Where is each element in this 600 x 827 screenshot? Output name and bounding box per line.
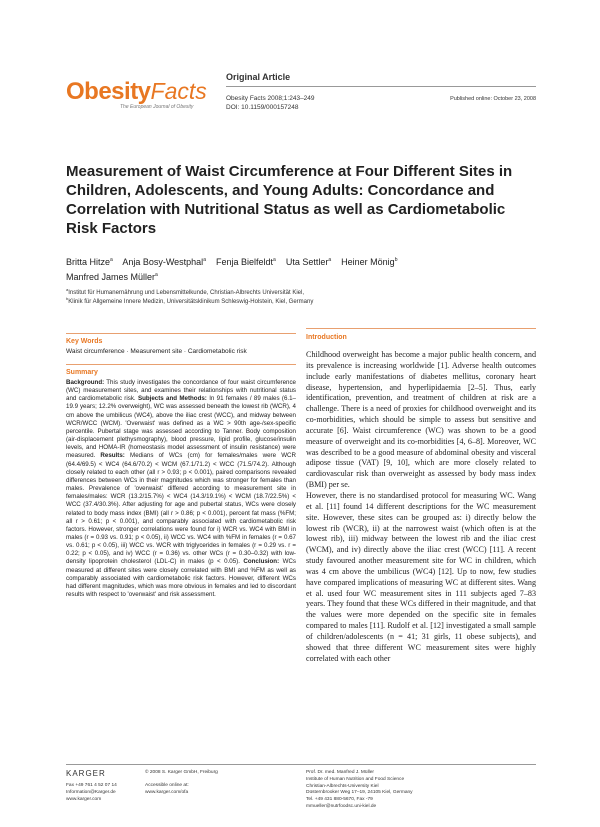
doi: DOI: 10.1159/000157248 — [226, 104, 299, 111]
publisher-web[interactable]: www.karger.com — [66, 796, 102, 802]
logo-sub: Facts — [150, 78, 207, 104]
intro-paragraph: Childhood overweight has become a major public health concern, and its prevalence is increasing worldwide [1]. Adverse health outcomes include early manifestations of diabetes mellitus, coronary heart disease, hypertension, and hyperlipidaemia [2–5]. Thus, early identification, prevention, and treatment of children at risk are a challenge. There is a need of proxies for childhood overweight and its co-morbidities, which should be simple to assess but sensitive and accurate [6]. Waist circumference (WC) was shown to be a good measure of overweight and its co-morbidities [4, 6–8]. Moreover, WC was described to be a good measure of abdominal obesity and visceral adipose tissue (VAT) [9, 10], which are more closely related to cardiovascular risk than overweight as assessed by body mass index (BMI) per se. — [306, 350, 536, 490]
logo-main: Obesity — [66, 78, 151, 105]
article-title: Measurement of Waist Circumference at Four Different Sites in Children, Adolescents, and Young Adults: Concordance and Correlation with Nutritional Status as well as Cardiometabolic Risk Factors — [66, 163, 513, 237]
online-access: Accessible online at: www.karger.com/ofa — [145, 783, 189, 795]
abstract-text: Background: This study investigates the concordance of four waist circumference (WC) measurement sites, and examines their relationships with nutritional status and cardiometabolic risk. Subjects and Methods: In 91 females / 89 males (6.1–19.9 years; 12.2% overweight), WC was assessed beneath the lowest rib (WCR), 4 cm above the umbilicus (WC4), above the iliac crest (WCC), and midway between WCR/WCC (WCM). 'Overwaist' was defined as a WC > 90th age-/sex-specific percentile. Pubertal stage was assessed according to Tanner. Body composition (air-displacement plethysmography), blood pressure, lipid profile, glucose/insulin levels, and HOMA-IR (homeostasis model assessment of insulin resistance) were measured. Results: Medians of WCs (cm) for females/males were WCR (64.4/69.5) < WC4 (64.6/70.2) < WCM (67.1/71.2) < WCC (71.5/74.2). Although closely related to each other (all r > 0.93; p < 0.001), paired comparisons revealed differences between WCs in their magnitudes which was stronger for females than males. Prevalence of 'overwaist' differed according to measurement site in females/males: WCR (13.2/15.7%) < WC4 (14.3/19.1%) < WCM (18.7/22.5%) < WCC (37.4/30.3%). After adjusting for age and pubertal status, WCs were closely related to body mass index (BMI) (all r > 0.86; p < 0.001), percent fat mass (%FM; all r > 0.61; p < 0.001), and comparably associated with cardiometabolic risk factors. However, stronger correlations were found for i) WCR vs. WC4 with BMI in males (r = 0.93 vs. 0.91; p < 0.05), ii) WCC vs. WC4 with %FM in females (r = 0.67 vs. 0.61; p < 0.05), iii) WCC vs. WCR with triglycerides in females (r = 0.29 vs. r = 0.22; p < 0.05), and iv) WCC (r = 0.36) vs. other WCs (r = 0.30–0.32) with low-density lipoprotein cholesterol (LDL-C) in males (p < 0.05). Conclusion: WCs measured at different sites were closely correlated with BMI and %FM as well as comparably associated with cardiometabolic risk factors. However, different WCs had different magnitudes, which was more obvious in females and led to discordant results with respect to 'overwaist' and risk assessment. — [66, 379, 297, 599]
intro-heading: Introduction — [306, 334, 347, 341]
affiliation-b: $^b$Klinik für Allgemeine Innere Medizin, Universitätsklinikum Schleswig-Holstein, Kiel, Germany — [66, 296, 314, 305]
author: Britta Hitze$^a$ — [66, 257, 113, 267]
publisher-contact: Fax +49 761 4 52 07 14 Information@Karger.de www.karger.com — [66, 783, 117, 802]
intro-rule — [306, 328, 536, 329]
author-list — [66, 254, 536, 284]
summary-heading: Summary — [66, 369, 98, 376]
copyright: © 2008 S. Karger GmbH, Freiburg — [145, 770, 218, 775]
author: Uta Settler$^a$ — [285, 257, 332, 267]
publisher-logo: KARGER — [66, 769, 106, 778]
header-rule — [226, 86, 536, 87]
author: Fenja Bielfeldt$^a$ — [215, 257, 276, 267]
logo-tagline: The European Journal of Obesity — [120, 104, 194, 110]
summary-rule — [66, 364, 296, 365]
affiliation-a: $^a$Institut für Humanernährung und Lebensmittelkunde, Christian-Albrechts Universität Kiel, — [66, 287, 305, 296]
author: Anja Bosy-Westphal$^a$ — [122, 257, 206, 267]
section-label: Original Article — [226, 72, 291, 82]
intro-text — [306, 350, 536, 664]
citation: Obesity Facts 2008;1:243–249 — [226, 95, 315, 102]
published-date: Published online: October 23, 2008 — [450, 96, 536, 102]
correspondence: Prof. Dr. med. Manfred J. Müller Institute of Human Nutrition and Food Science Christian-Albrechts-University Kiel Düsternbrooker Weg 17–19, 24105 Kiel, Germany Tel. +49 431 880-5670, Fax -79 mmueller@nutrfoodsc.uni-kiel.de — [306, 770, 413, 809]
intro-paragraph: However, there is no standardised protocol for measuring WC. Wang et al. [11] found 14 different descriptions for the WC measurement site. However, these sites can be grouped as: i) directly below the lowest rib (WCR), ii) at the narrowest waist (which often is at the lowest rib), iii) midway between the lowest rib and the iliac crest (WCM), and iv) directly above the iliac crest (WCC) [11]. A recent study favoured another measurement site for WC in children, which was 4 cm above the umbilicus (WC4) [12]. Up to now, few studies have compared implications of measuring WC at different sites. Wang et al. used four WC measurement sites in 111 subjects aged 7–83 years. They found that these WCs differed in their magnitude, and that the values were more depended on the specific site in females compared to males [11]. Rudolf et al. [12] investigated a small sample of children/adolescents (n = 41; 31 girls, 11 obese subjects), and showed that three different WC measurement sites were highly correlated with each other — [306, 490, 536, 663]
keywords-heading: Key Words — [66, 338, 103, 345]
correspondence-email[interactable]: mmueller@nutrfoodsc.uni-kiel.de — [306, 803, 377, 809]
author: Heiner Mönig$^b$ — [341, 257, 398, 267]
access-link[interactable]: www.karger.com/ofa — [145, 789, 189, 795]
keywords-rule — [66, 333, 296, 334]
author: Manfred James Müller$^a$ — [66, 272, 158, 282]
publisher-email[interactable]: Information@Karger.de — [66, 789, 116, 795]
footer-rule — [66, 764, 536, 765]
journal-logo — [66, 78, 207, 106]
keywords-text: Waist circumference · Measurement site · Cardiometabolic risk — [66, 348, 247, 355]
